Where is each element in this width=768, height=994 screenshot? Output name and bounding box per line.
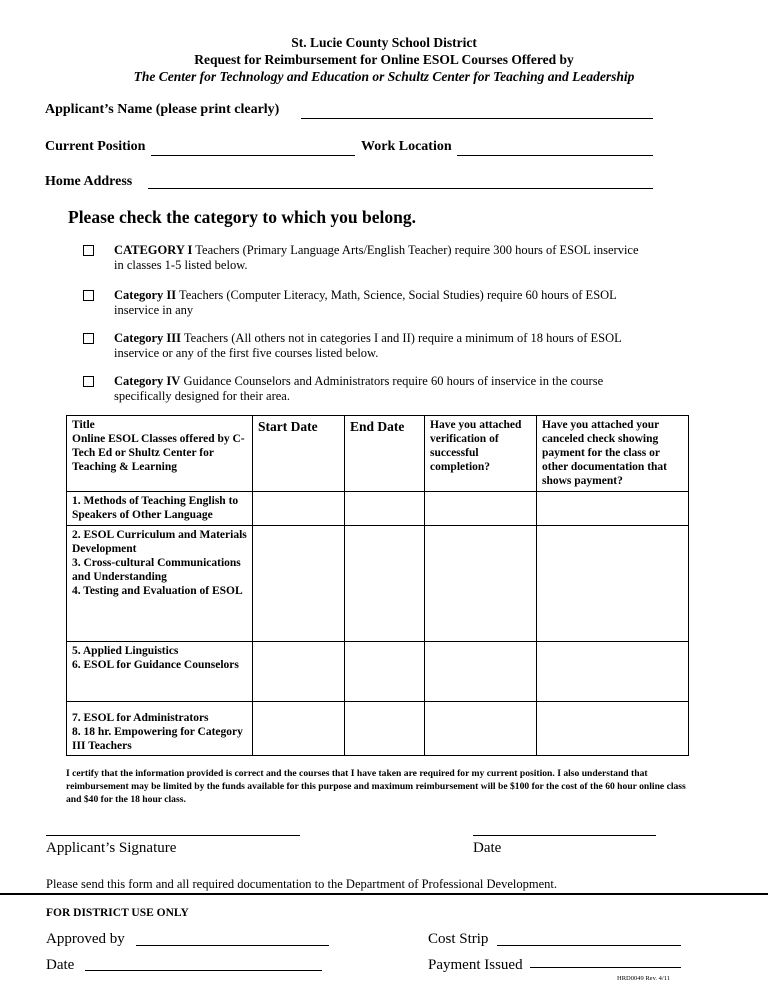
district-date-line[interactable] [85, 970, 322, 971]
end-date-cell[interactable] [345, 702, 425, 756]
end-date-column-header: End Date [345, 416, 425, 492]
form-revision-id: HRD0049 Rev. 4/11 [617, 975, 670, 982]
course-title-cell: 5. Applied Linguistics 6. ESOL for Guidance Counselors [67, 642, 253, 702]
current-position-label: Current Position [45, 139, 146, 154]
verification-cell[interactable] [425, 702, 537, 756]
start-date-cell[interactable] [253, 526, 345, 642]
form-subtitle: The Center for Technology and Education or Schultz Center for Teaching and Leadership [133, 69, 635, 84]
category-text: Guidance Counselors and Administrators require 60 hours of inservice in the course specifically designed for their area. [114, 374, 604, 403]
verification-cell[interactable] [425, 526, 537, 642]
verification-cell[interactable] [425, 492, 537, 526]
start-date-cell[interactable] [253, 492, 345, 526]
send-instructions: Please send this form and all required documentation to the Department of Professional Development. [46, 877, 557, 891]
end-date-cell[interactable] [345, 492, 425, 526]
table-header-row [67, 416, 689, 492]
home-address-line[interactable] [148, 188, 653, 189]
current-position-line[interactable] [151, 155, 355, 156]
checkbox-icon[interactable] [83, 376, 94, 387]
certification-statement: I certify that the information provided is correct and the courses that I have taken are required for my current position. I also understand that reimbursement may be limited by the funds available for this purpose and maximum reimbursement will be $100 for the cost of the 60 hour online class and $40 for the 18 hour class. [66, 768, 686, 805]
signature-label: Applicant’s Signature [46, 840, 177, 856]
payment-cell[interactable] [537, 642, 689, 702]
end-date-cell[interactable] [345, 526, 425, 642]
category-ii-option[interactable] [90, 288, 650, 318]
title-column-header: Title Online ESOL Classes offered by C-Tech Ed or Shultz Center for Teaching & Learning [67, 416, 253, 492]
cost-strip-line[interactable] [497, 945, 681, 946]
section-divider [0, 893, 768, 895]
category-text: Teachers (Primary Language Arts/English Teacher) require 300 hours of ESOL inservice in classes 1-5 listed below. [114, 243, 639, 272]
end-date-cell[interactable] [345, 642, 425, 702]
form-title: Request for Reimbursement for Online ESOL Courses Offered by [194, 52, 574, 67]
category-label: CATEGORY I [114, 243, 193, 257]
start-date-cell[interactable] [253, 702, 345, 756]
cost-strip-label: Cost Strip [428, 931, 489, 947]
table-row [67, 702, 689, 756]
start-date-cell[interactable] [253, 642, 345, 702]
date-line[interactable] [473, 835, 656, 836]
approved-by-label: Approved by [46, 931, 125, 947]
table-row [67, 642, 689, 702]
payment-cell[interactable] [537, 492, 689, 526]
payment-issued-line[interactable] [530, 967, 681, 968]
courses-table [66, 415, 689, 756]
applicant-name-label: Applicant’s Name (please print clearly) [45, 102, 280, 117]
category-text: Teachers (Computer Literacy, Math, Science, Social Studies) require 60 hours of ESOL inservice in any [114, 288, 617, 317]
category-iv-option[interactable] [90, 374, 650, 404]
payment-issued-label: Payment Issued [428, 957, 523, 973]
signature-line[interactable] [46, 835, 300, 836]
course-title-cell: 7. ESOL for Administrators 8. 18 hr. Empowering for Category III Teachers [67, 702, 253, 756]
applicant-name-line[interactable] [301, 118, 653, 119]
payment-cell[interactable] [537, 702, 689, 756]
date-label: Date [473, 840, 502, 856]
verification-column-header: Have you attached verification of successful completion? [425, 416, 537, 492]
approved-by-line[interactable] [136, 945, 329, 946]
category-iii-option[interactable] [90, 331, 650, 361]
payment-column-header: Have you attached your canceled check showing payment for the class or other documentation that shows payment? [537, 416, 689, 492]
category-label: Category II [114, 288, 177, 302]
work-location-label: Work Location [361, 139, 452, 154]
payment-cell[interactable] [537, 526, 689, 642]
district-use-heading: FOR DISTRICT USE ONLY [46, 907, 189, 919]
checkbox-icon[interactable] [83, 333, 94, 344]
category-text: Teachers (All others not in categories I and II) require a minimum of 18 hours of ESOL inservice or any of the first five courses listed below. [114, 331, 622, 360]
district-date-label: Date [46, 957, 75, 973]
course-title-cell: 1. Methods of Teaching English to Speakers of Other Language [67, 492, 253, 526]
course-title-cell: 2. ESOL Curriculum and Materials Development 3. Cross-cultural Communications and Understanding 4. Testing and Evaluation of ESOL [67, 526, 253, 642]
checkbox-icon[interactable] [83, 245, 94, 256]
work-location-line[interactable] [457, 155, 653, 156]
category-i-option[interactable] [90, 243, 650, 273]
category-label: Category IV [114, 374, 181, 388]
form-header [0, 34, 768, 85]
district-name: St. Lucie County School District [291, 35, 477, 50]
home-address-label: Home Address [45, 174, 133, 189]
verification-cell[interactable] [425, 642, 537, 702]
category-heading: Please check the category to which you belong. [68, 207, 417, 227]
table-row [67, 526, 689, 642]
category-label: Category III [114, 331, 182, 345]
checkbox-icon[interactable] [83, 290, 94, 301]
table-row [67, 492, 689, 526]
start-date-column-header: Start Date [253, 416, 345, 492]
